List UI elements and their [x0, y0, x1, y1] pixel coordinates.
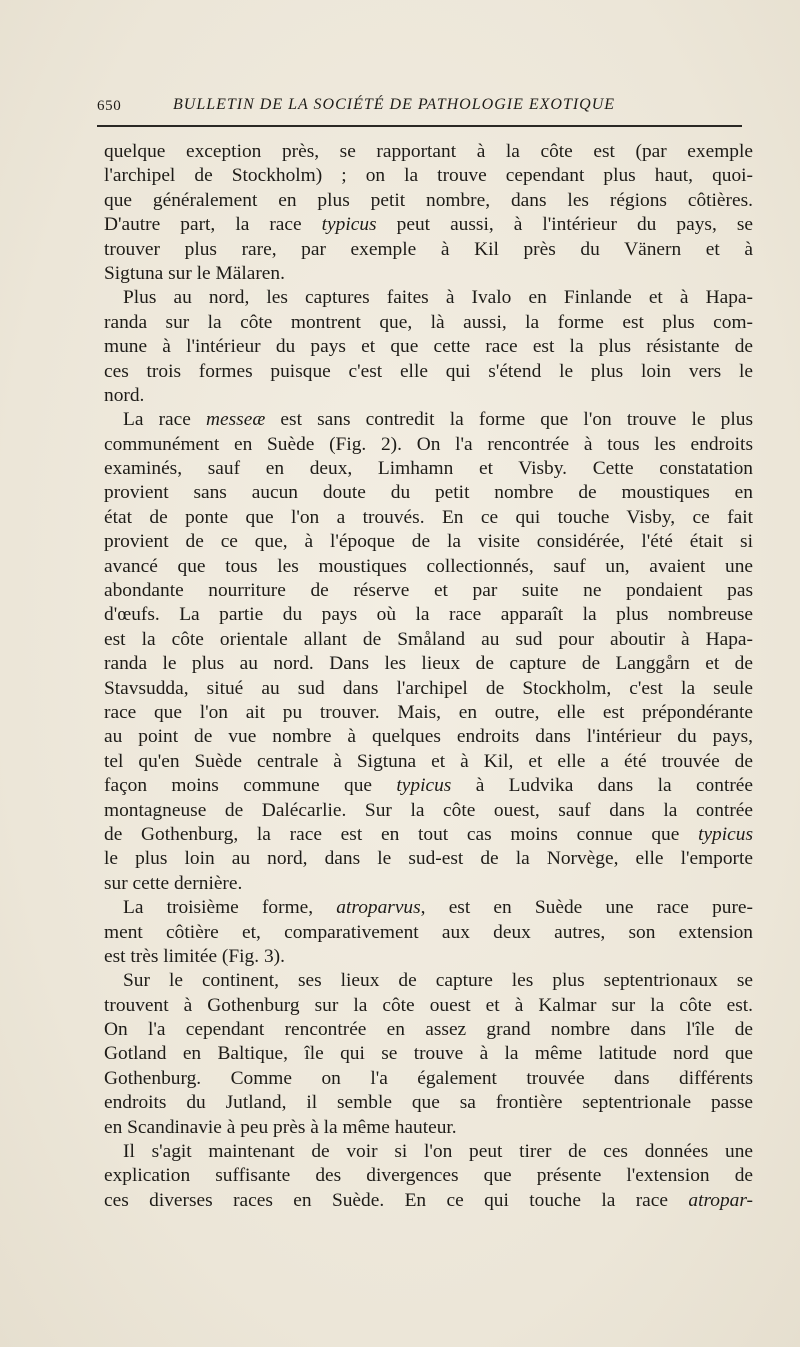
text-segment: nord.: [104, 384, 145, 406]
text-line: [104, 408, 753, 432]
text-segment: à Ludvika dans la contrée: [451, 775, 753, 797]
text-line: [104, 603, 753, 627]
text-line: [104, 847, 753, 871]
text-line: [104, 725, 753, 749]
text-segment: explication suffisante des divergences que présente l'extension de: [104, 1165, 753, 1187]
text-line: [104, 774, 753, 798]
text-line: [104, 140, 753, 164]
text-line: [104, 335, 753, 359]
text-line: [104, 384, 753, 408]
text-segment: On l'a cependant rencontrée en assez grand nombre dans l'île de: [104, 1019, 753, 1041]
text-segment: avancé que tous les moustiques collectionnés, sauf un, avaient une: [104, 555, 753, 577]
text-segment: tel qu'en Suède centrale à Sigtuna et à Kil, et elle a été trouvée de: [104, 750, 753, 772]
text-line: [104, 701, 753, 725]
text-line: [104, 530, 753, 554]
text-segment: Sigtuna sur le Mälaren.: [104, 262, 285, 284]
text-line: [104, 896, 753, 920]
text-segment: Il s'agit maintenant de voir si l'on peut tirer de ces données une: [123, 1141, 753, 1163]
text-segment: Plus au nord, les captures faites à Ivalo en Finlande et à Hapa-: [123, 287, 753, 309]
text-segment: randa le plus au nord. Dans les lieux de capture de Langgårn et de: [104, 653, 753, 675]
text-segment: abondante nourriture de réserve et par suite ne pondaient pas: [104, 580, 753, 602]
text-segment: provient sans aucun doute du petit nombre de moustiques en: [104, 482, 753, 504]
text-line: [104, 1067, 753, 1091]
italic-term: atroparvus: [336, 897, 421, 919]
text-line: [104, 1042, 753, 1066]
text-segment: sur cette dernière.: [104, 872, 243, 894]
text-line: [104, 677, 753, 701]
text-segment: en Scandinavie à peu près à la même hauteur.: [104, 1116, 457, 1138]
text-segment: D'autre part, la race: [104, 214, 322, 236]
text-segment: mune à l'intérieur du pays et que cette race est la plus résistante de: [104, 336, 753, 358]
text-segment: le plus loin au nord, dans le sud-est de la Norvège, elle l'emporte: [104, 848, 753, 870]
text-line: [104, 164, 753, 188]
text-segment: au point de vue nombre à quelques endroits dans l'intérieur du pays,: [104, 726, 753, 748]
text-segment: l'archipel de Stockholm) ; on la trouve cependant plus haut, quoi-: [104, 165, 753, 187]
text-segment: est très limitée (Fig. 3).: [104, 945, 285, 967]
text-line: [104, 994, 753, 1018]
text-segment: Gothenburg. Comme on l'a également trouvée dans différents: [104, 1067, 753, 1089]
text-segment: est la côte orientale allant de Småland au sud pour aboutir à Hapa-: [104, 628, 753, 650]
text-segment: trouver plus rare, par exemple à Kil près du Vänern et à: [104, 238, 753, 260]
text-line: [104, 628, 753, 652]
text-line: [104, 945, 753, 969]
text-segment: Stavsudda, situé au sud dans l'archipel de Stockholm, c'est la seule: [104, 677, 753, 699]
text-segment: La troisième forme,: [123, 897, 337, 919]
text-line: [104, 481, 753, 505]
text-segment: quelque exception près, se rapportant à la côte est (par exemple: [104, 141, 753, 162]
text-line: [104, 823, 753, 847]
italic-term: typicus: [321, 214, 377, 236]
text-line: [104, 311, 753, 335]
text-segment: que généralement en plus petit nombre, dans les régions côtières.: [104, 189, 753, 211]
text-segment: façon moins commune que: [104, 775, 397, 797]
italic-term: messeæ: [206, 409, 266, 431]
running-title: BULLETIN DE LA SOCIÉTÉ DE PATHOLOGIE EXOTIQUE: [173, 96, 616, 113]
text-line: [104, 238, 753, 262]
text-line: [104, 555, 753, 579]
text-line: [104, 921, 753, 945]
text-segment: ment côtière et, comparativement aux deux autres, son extension: [104, 921, 753, 943]
italic-term: typicus: [698, 823, 753, 845]
text-segment: de Gothenburg, la race est en tout cas moins connue que: [104, 823, 699, 845]
text-line: [104, 1164, 753, 1188]
text-segment: d'œufs. La partie du pays où la race apparaît la plus nombreuse: [104, 604, 753, 626]
text-line: [104, 1091, 753, 1115]
text-segment: , est en Suède une race pure-: [420, 897, 753, 919]
text-line: [104, 433, 753, 457]
text-segment: Sur le continent, ses lieux de capture les plus septentrionaux se: [123, 970, 753, 992]
text-segment: état de ponte que l'on a trouvés. En ce qui touche Visby, ce fait: [104, 506, 753, 528]
text-segment: race que l'on ait pu trouver. Mais, en outre, elle est prépondérante: [104, 701, 753, 723]
text-segment: examinés, sauf en deux, Limhamn et Visby. Cette constatation: [104, 458, 753, 480]
text-line: [104, 1140, 753, 1164]
text-segment: est sans contredit la forme que l'on trouve le plus: [265, 409, 753, 431]
text-line: [104, 1189, 753, 1213]
header-rule: [97, 125, 742, 127]
text-segment: endroits du Jutland, il semble que sa frontière septentrionale passe: [104, 1092, 753, 1114]
text-line: [104, 189, 753, 213]
text-line: [104, 969, 753, 993]
italic-term: atropar-: [688, 1189, 753, 1211]
text-line: [104, 457, 753, 481]
text-segment: ces trois formes puisque c'est elle qui s'étend le plus loin vers le: [104, 360, 753, 382]
text-segment: communément en Suède (Fig. 2). On l'a rencontrée à tous les endroits: [104, 433, 753, 455]
text-segment: ces diverses races en Suède. En ce qui touche la race: [104, 1189, 689, 1211]
text-segment: randa sur la côte montrent que, là aussi, la forme est plus com-: [104, 311, 753, 333]
page-header: [97, 96, 742, 122]
text-line: [104, 872, 753, 896]
text-line: [104, 750, 753, 774]
text-line: [104, 579, 753, 603]
text-line: [104, 799, 753, 823]
italic-term: typicus: [396, 775, 452, 797]
body-text: [104, 140, 753, 1213]
text-segment: provient de ce que, à l'époque de la visite considérée, l'été était si: [104, 531, 753, 553]
text-line: [104, 506, 753, 530]
text-segment: Gotland en Baltique, île qui se trouve à la même latitude nord que: [104, 1043, 753, 1065]
text-segment: peut aussi, à l'intérieur du pays, se: [376, 214, 753, 236]
text-line: [104, 652, 753, 676]
page-number: 650: [97, 98, 122, 114]
text-line: [104, 360, 753, 384]
text-line: [104, 286, 753, 310]
text-segment: La race: [123, 409, 207, 431]
text-line: [104, 1116, 753, 1140]
text-line: [104, 213, 753, 237]
text-line: [104, 262, 753, 286]
text-line: [104, 1018, 753, 1042]
text-segment: trouvent à Gothenburg sur la côte ouest et à Kalmar sur la côte est.: [104, 994, 753, 1016]
text-segment: montagneuse de Dalécarlie. Sur la côte ouest, sauf dans la contrée: [104, 799, 753, 821]
